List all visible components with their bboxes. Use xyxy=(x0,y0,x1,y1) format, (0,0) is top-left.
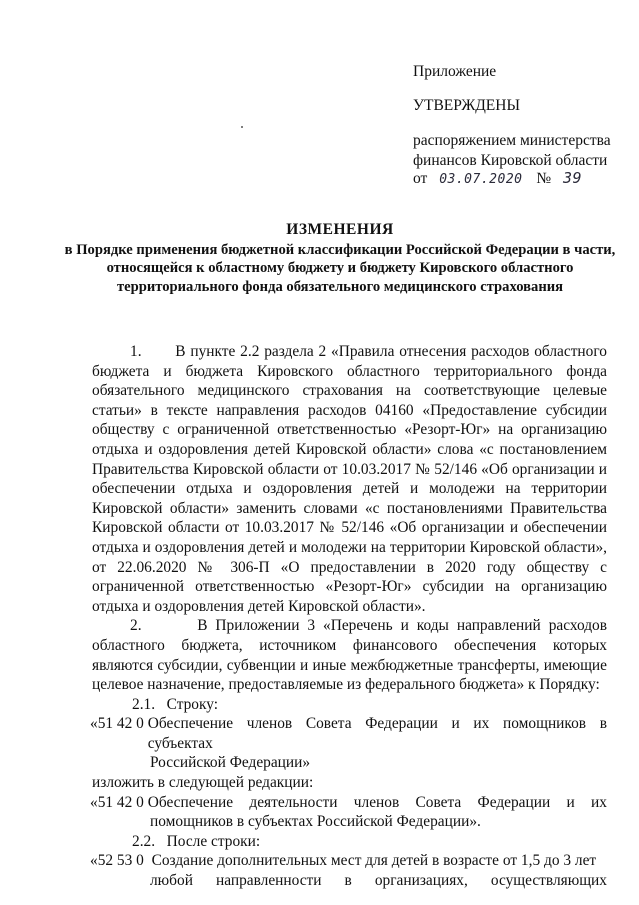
order-date-line xyxy=(413,168,582,190)
new-line-continuation: помощников в субъектах Российской Федерации». xyxy=(150,813,481,831)
document-subtitle: в Порядке применения бюджетной классификации Российской Федерации в части, относящейся к областному бюджету и бюджету Кировского областного территориального фонда обязательного медицинского страхования xyxy=(64,242,616,295)
paragraph-1 xyxy=(92,342,607,616)
scan-speck xyxy=(241,126,243,128)
after-line-text: Создание дополнительных мест для детей в возрасте от 1,5 до 3 лет xyxy=(151,852,597,870)
paragraph-2-number: 2. xyxy=(130,617,142,635)
paragraph-2-text: В Приложении 3 «Перечень и коды направлений расходов областного бюджета, источником финансового обеспечения которых являются субсидии, субвенции и иные межбюджетные трансферты, имеющие целевое назначение, предоставляемые из федерального бюджета» к Порядку: xyxy=(92,617,608,694)
paragraph-2 xyxy=(92,616,607,694)
new-line-text: Обеспечение деятельности членов Совета Федерации и их xyxy=(147,793,607,811)
after-line-code: «52 53 0 xyxy=(90,852,152,870)
from-label: от xyxy=(413,170,428,187)
paragraph-1-number: 1. xyxy=(130,343,142,360)
after-line-continuation: любой направленности в организациях, осуществляющих xyxy=(150,872,607,890)
handwritten-number: 39 xyxy=(563,169,583,187)
old-line-code: «51 42 0 xyxy=(90,715,148,733)
new-line-row xyxy=(90,793,607,813)
document-title: ИЗМЕНЕНИЯ xyxy=(286,221,394,238)
old-line-continuation: Российской Федерации» xyxy=(150,754,311,772)
subitem-2-2: 2.2. После строки: xyxy=(132,832,261,850)
old-line-text: Обеспечение членов Совета Федерации и их помощников в субъектах xyxy=(147,715,607,752)
restatement-label: изложить в следующей редакции: xyxy=(92,774,314,792)
paragraph-1-text: В пункте 2.2 раздела 2 «Правила отнесения расходов областного бюджета и бюджета Кировского областного территориального фонда обязательного медицинского страхования на соответствующие целевые статьи» в тексте направления расходов 04160 «Предоставление субсидии обществу с ограниченной ответственностью «Резорт-Юг» на организацию отдыха и оздоровления детей Кировской области» слова «с постановлением Правительства Кировской области от 10.03.2017 № 52/146 «Об организации и обеспечении отдыха и оздоровления детей и молодежи на территории Кировской области» заменить словами «с постановлениями Правительства Кировской области от 10.03.2017 № 52/146 «Об организации и обеспечении отдыха и оздоровления детей и молодежи на территории Кировской области», от 22.06.2020 № 306-П «О предоставлении в 2020 году обществу с ограниченной ответственностью «Резорт-Юг» субсидии на организацию отдыха и оздоровления детей Кировской области». xyxy=(92,343,607,615)
appendix-label: Приложение xyxy=(413,63,497,80)
approved-label: УТВЕРЖДЕНЫ xyxy=(413,97,520,114)
old-line-row xyxy=(90,714,607,753)
order-line-2: финансов Кировской области xyxy=(413,152,608,169)
order-line-1: распоряжением министерства xyxy=(413,132,611,149)
number-label: № xyxy=(536,170,552,187)
subitem-2-1: 2.1. Строку: xyxy=(132,695,219,713)
after-line-row xyxy=(90,851,607,871)
handwritten-date: 03.07.2020 xyxy=(439,172,523,187)
new-line-code: «51 42 0 xyxy=(90,793,148,811)
document-body xyxy=(92,342,607,891)
